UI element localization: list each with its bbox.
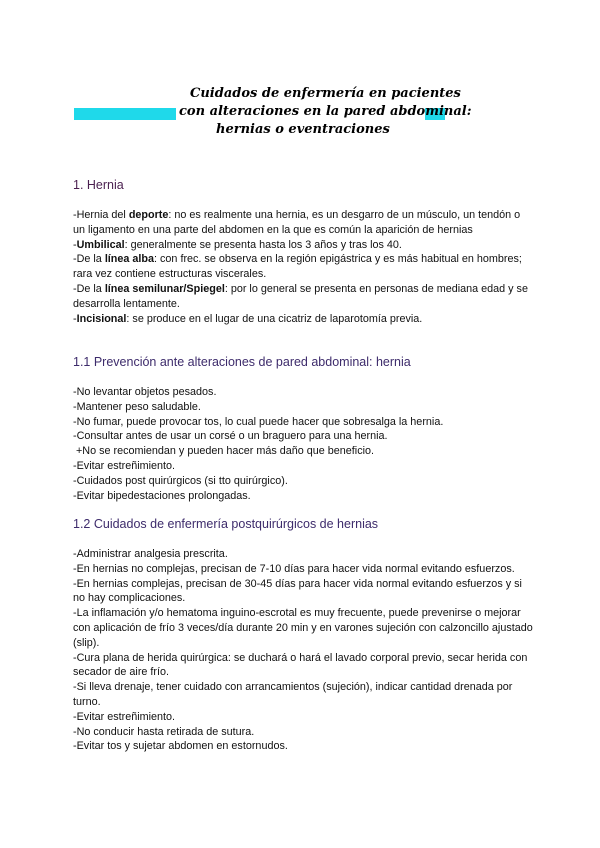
hernia-type-item: -De la línea semilunar/Spiegel: por lo general se presenta en personas de mediana edad y se desarrolla lentamente. [73,282,528,310]
title-line-2: con alteraciones en la pared abdominal: [179,104,472,119]
list-item: -Administrar analgesia prescrita. [73,548,228,560]
section-prevencion-body [73,385,533,503]
list-item: -No conducir hasta retirada de sutura. [73,725,255,738]
title-line-3: hernias o eventraciones [216,122,390,137]
list-item: +No se recomiendan y pueden hacer más daño que beneficio. [73,445,375,458]
list-item: -Evitar estreñimiento. [73,459,176,472]
list-item: -No fumar, puede provocar tos, lo cual puede hacer que sobresalga la hernia. [73,415,444,428]
list-item: -Evitar tos y sujetar abdomen en estornudos. [73,740,288,753]
section-hernia-body [73,208,533,326]
list-item: -Evitar bipedestaciones prolongadas. [73,489,251,502]
list-item: -Cura plana de herida quirúrgica: se duchará o hará el lavado corporal previo, secar herida con secador de aire frío. [73,651,528,679]
hernia-type-item: -Hernia del deporte: no es realmente una hernia, es un desgarro de un músculo, un tendón o un ligamento en una parte del abdomen en la que es común la aparición de hernias [73,209,521,236]
hernia-type-item: -Incisional: se produce en el lugar de una cicatriz de laparotomía previa. [73,312,423,325]
section-cuidados-body [73,547,533,754]
section-heading-hernia: 1. Hernia [73,178,124,192]
section-heading-prevencion: 1.1 Prevención ante alteraciones de pared abdominal: hernia [73,355,411,369]
list-item: -Evitar estreñimiento. [73,710,176,723]
section-heading-cuidados: 1.2 Cuidados de enfermería postquirúrgicos de hernias [73,517,379,531]
list-item: -Si lleva drenaje, tener cuidado con arrancamientos (sujeción), indicar cantidad drenada por turno. [73,681,513,708]
hernia-type-item: -Umbilical: generalmente se presenta hasta los 3 años y tras los 40. [73,238,402,251]
list-item: -Cuidados post quirúrgicos (si tto quirúrgico). [73,474,288,487]
list-item: -Mantener peso saludable. [73,400,201,413]
title-line-1: Cuidados de enfermería en pacientes [190,86,461,101]
list-item: -En hernias no complejas, precisan de 7-10 días para hacer vida normal evitando esfuerzos. [73,562,515,575]
list-item: -En hernias complejas, precisan de 30-45 días para hacer vida normal evitando esfuerzos y si no hay complicaciones. [73,577,522,605]
list-item: -Consultar antes de usar un corsé o un braguero para una hernia. [73,430,388,443]
list-item: -No levantar objetos pesados. [73,386,217,398]
hernia-type-item: -De la línea alba: con frec. se observa en la región epigástrica y es más habitual en hombres; rara vez contiene estructuras viscerales. [73,253,522,281]
list-item: -La inflamación y/o hematoma inguino-escrotal es muy frecuente, puede prevenirse o mejorar con aplicación de frío 3 veces/día durante 20 min y en varones sujeción con calzoncillo ajustado (slip). [73,607,533,649]
title-highlight-bar-left [74,108,176,120]
